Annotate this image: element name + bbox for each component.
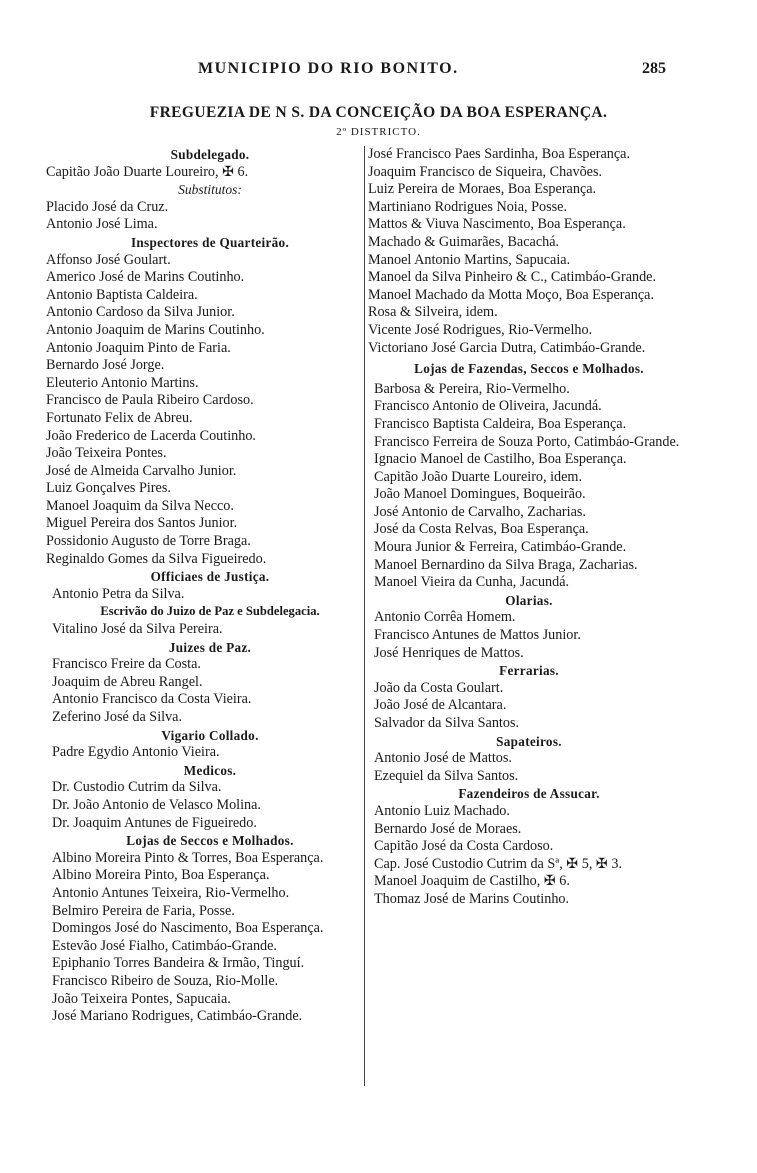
directory-entry: Francisco Antunes de Mattos Junior.: [374, 627, 581, 644]
ferrarias-list: [368, 680, 690, 733]
directory-entry: Luiz Gonçalves Pires.: [46, 480, 171, 497]
directory-entry: Albino Moreira Pinto & Torres, Boa Esperança.: [52, 849, 324, 866]
medicos-list: [46, 779, 374, 832]
directory-entry: Antonio José Lima.: [46, 216, 158, 233]
olarias-list: [368, 609, 690, 662]
section-heading-inspectores: Inspectores de Quarteirão.: [130, 234, 290, 250]
directory-entry: Dr. Custodio Cutrim da Silva.: [52, 779, 222, 796]
directory-entry: Dr. Joaquim Antunes de Figueiredo.: [52, 814, 257, 831]
directory-entry: Martiniano Rodrigues Noia, Posse.: [368, 198, 567, 215]
directory-entry: José Francisco Paes Sardinha, Boa Esperança.: [368, 146, 630, 162]
directory-entry: Francisco de Paula Ribeiro Cardoso.: [46, 392, 254, 409]
directory-entry: Antonio Baptista Caldeira.: [46, 286, 198, 303]
directory-entry: Antonio Antunes Teixeira, Rio-Vermelho.: [52, 884, 290, 901]
directory-entry: José de Almeida Carvalho Junior.: [46, 462, 237, 479]
directory-entry: Manoel Bernardino da Silva Braga, Zacharias.: [374, 556, 638, 573]
left-column: [46, 146, 374, 1026]
directory-entry: Vicente José Rodrigues, Rio-Vermelho.: [368, 321, 593, 338]
directory-entry: José Mariano Rodrigues, Catimbáo-Grande.: [52, 1008, 303, 1025]
directory-entry: Francisco Ribeiro de Souza, Rio-Molle.: [52, 972, 279, 989]
directory-entry: Ezequiel da Silva Santos.: [374, 767, 519, 784]
page-number: 285: [642, 60, 666, 77]
section-heading-juizes: Juizes de Paz.: [168, 639, 252, 655]
directory-entry: Rosa & Silveira, idem.: [368, 304, 498, 321]
escrivao-list: [46, 621, 374, 639]
directory-entry: Victoriano José Garcia Dutra, Catimbáo-Grande.: [368, 339, 646, 356]
fazendeiros-list: [368, 803, 690, 909]
section-heading-fazendeiros: Fazendeiros de Assucar.: [458, 786, 600, 802]
directory-entry: Zeferino José da Silva.: [52, 709, 183, 725]
directory-entry: Thomaz José de Marins Coutinho.: [374, 890, 570, 907]
subdelegado-entry: Capitão João Duarte Loureiro, ✠ 6.: [46, 163, 249, 180]
directory-entry: Joaquim Francisco de Siqueira, Chavões.: [368, 163, 603, 180]
directory-entry: Manoel Machado da Motta Moço, Boa Esperança.: [368, 286, 655, 303]
directory-entry: Eleuterio Antonio Martins.: [46, 374, 199, 391]
directory-entry: Manoel da Silva Pinheiro & C., Catimbáo-Grande.: [368, 269, 657, 286]
section-heading-vigario: Vigario Collado.: [161, 727, 259, 743]
directory-entry: Mattos & Viuva Nascimento, Boa Esperança.: [368, 216, 626, 233]
lojas-fazendas-list: [368, 381, 690, 592]
directory-entry: João Frederico de Lacerda Coutinho.: [46, 427, 256, 444]
lojas-seccos-list: [46, 850, 374, 1026]
directory-entry: Manoel Joaquim de Castilho, ✠ 6.: [374, 873, 570, 890]
directory-entry: Estevão José Fialho, Catimbáo-Grande.: [52, 937, 277, 954]
directory-entry: Capitão João Duarte Loureiro, idem.: [374, 468, 583, 485]
directory-entry: José Antonio de Carvalho, Zacharias.: [374, 503, 586, 520]
section-heading-lojas-seccos: Lojas de Seccos e Molhados.: [126, 833, 294, 849]
directory-entry: Possidonio Augusto de Torre Braga.: [46, 533, 251, 550]
directory-entry: Manoel Antonio Martins, Sapucaia.: [368, 251, 571, 268]
section-heading-escrivao: Escrivão do Juizo de Paz e Subdelegacia.: [100, 604, 320, 619]
directory-entry: Affonso José Goulart.: [46, 251, 171, 268]
directory-entry: Luiz Pereira de Moraes, Boa Esperança.: [368, 181, 597, 198]
directory-entry: Cap. José Custodio Cutrim da Sª, ✠ 5, ✠ 3.: [374, 855, 622, 872]
directory-entry: Joaquim de Abreu Rangel.: [52, 673, 203, 690]
directory-entry: Antonio Francisco da Costa Vieira.: [52, 691, 252, 708]
section-heading-officiaes: Officiaes de Justiça.: [150, 569, 270, 585]
directory-entry: Reginaldo Gomes da Silva Figueiredo.: [46, 550, 267, 567]
directory-entry: Francisco Freire da Costa.: [52, 656, 201, 673]
directory-entry: Albino Moreira Pinto, Boa Esperança.: [52, 867, 270, 884]
parish-title: FREGUEZIA DE N S. DA CONCEIÇÃO DA BOA ESPERANÇA.: [149, 104, 608, 121]
directory-entry: Salvador da Silva Santos.: [374, 715, 520, 731]
section-heading-substitutos: Substitutos:: [178, 182, 242, 198]
district-label: 2º DISTRICTO.: [336, 126, 421, 138]
directory-entry: Bernardo José de Moraes.: [374, 820, 522, 837]
directory-entry: Moura Junior & Ferreira, Catimbáo-Grande.: [374, 539, 627, 556]
directory-entry: Belmiro Pereira de Faria, Posse.: [52, 902, 235, 919]
directory-entry: Dr. João Antonio de Velasco Molina.: [52, 796, 261, 813]
directory-entry: João Teixeira Pontes, Sapucaia.: [52, 990, 231, 1007]
directory-entry: Miguel Pereira dos Santos Junior.: [46, 515, 238, 532]
directory-entry: Domingos José do Nascimento, Boa Esperança.: [52, 920, 324, 937]
lojas-seccos-continued-list: [368, 146, 690, 357]
inspectores-list: [46, 252, 374, 569]
directory-entry: Ignacio Manoel de Castilho, Boa Esperança.: [374, 451, 627, 468]
directory-entry: Francisco Baptista Caldeira, Boa Esperança.: [374, 415, 627, 432]
directory-entry: Antonio Petra da Silva.: [52, 585, 185, 602]
directory-entry: Barbosa & Pereira, Rio-Vermelho.: [374, 380, 570, 397]
directory-entry: Epiphanio Torres Bandeira & Irmão, Tinguí.: [52, 955, 305, 972]
substitutos-list: [46, 199, 374, 234]
vigario-list: [46, 744, 374, 762]
directory-entry: Placido José da Cruz.: [46, 198, 169, 215]
section-heading-ferrarias: Ferrarias.: [499, 663, 559, 679]
directory-entry: Francisco Ferreira de Souza Porto, Catimbáo-Grande.: [374, 433, 680, 450]
directory-entry: Antonio Joaquim Pinto de Faria.: [46, 339, 231, 356]
directory-entry: Vitalino José da Silva Pereira.: [52, 621, 223, 638]
officiaes-list: [46, 586, 374, 604]
section-heading-lojas-fazendas: Lojas de Fazendas, Seccos e Molhados.: [414, 361, 644, 377]
directory-entry: Antonio José de Mattos.: [374, 750, 512, 767]
directory-entry: Francisco Antonio de Oliveira, Jacundá.: [374, 398, 602, 415]
directory-entry: Machado & Guimarães, Bacachá.: [368, 233, 560, 250]
directory-entry: Bernardo José Jorge.: [46, 357, 165, 374]
directory-entry: José da Costa Relvas, Boa Esperança.: [374, 521, 589, 538]
directory-entry: Antonio Joaquim de Marins Coutinho.: [46, 321, 265, 338]
running-head: [0, 60, 757, 84]
sapateiros-list: [368, 750, 690, 785]
directory-entry: Antonio Luiz Machado.: [374, 802, 510, 819]
directory-entry: João Manoel Domingues, Boqueirão.: [374, 486, 586, 503]
directory-entry: Americo José de Marins Coutinho.: [46, 269, 245, 286]
directory-entry: João José de Alcantara.: [374, 697, 507, 714]
directory-entry: Manoel Joaquim da Silva Necco.: [46, 497, 234, 514]
running-title: MUNICIPIO DO RIO BONITO.: [198, 60, 459, 77]
directory-entry: João Teixeira Pontes.: [46, 445, 167, 462]
juizes-list: [46, 656, 374, 726]
right-column: [368, 146, 690, 909]
directory-entry: José Henriques de Mattos.: [374, 644, 524, 661]
directory-entry: Manoel Vieira da Cunha, Jacundá.: [374, 574, 570, 591]
section-heading-subdelegado: Subdelegado.: [170, 147, 250, 162]
directory-entry: Antonio Cardoso da Silva Junior.: [46, 304, 235, 321]
section-heading-sapateiros: Sapateiros.: [496, 733, 562, 749]
section-heading-olarias: Olarias.: [505, 592, 553, 608]
directory-entry: Fortunato Felix de Abreu.: [46, 409, 193, 426]
directory-entry: Capitão José da Costa Cardoso.: [374, 838, 554, 855]
directory-entry: Antonio Corrêa Homem.: [374, 609, 516, 626]
section-heading-medicos: Medicos.: [183, 762, 237, 778]
directory-entry: Padre Egydio Antonio Vieira.: [52, 744, 220, 761]
directory-entry: João da Costa Goulart.: [374, 679, 504, 696]
